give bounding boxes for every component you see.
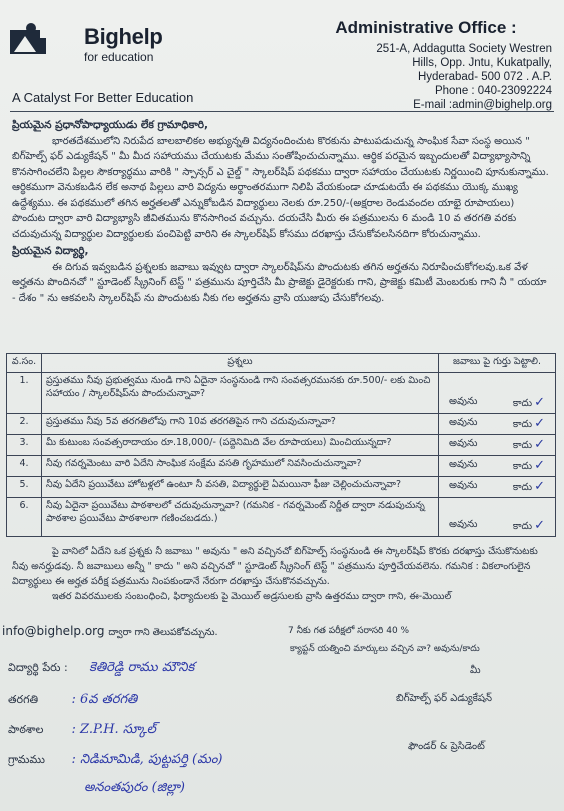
email-address[interactable]: info@bighelp.org xyxy=(2,624,105,638)
signature-salutation: మీ xyxy=(470,665,481,676)
district-value[interactable]: అనంతపురం (జిల్లా) xyxy=(84,780,185,795)
col-number: వ.సం. xyxy=(7,354,42,373)
class-label: తరగతి xyxy=(8,693,39,706)
marks-note: 7 నీకు గత పరీక్షలో సరాసరి 40 % xyxy=(288,626,410,636)
table-row xyxy=(7,373,556,414)
table-header-row xyxy=(7,354,556,373)
answer-yes[interactable]: అవును xyxy=(449,519,478,530)
answer-no[interactable]: కాదు ✓ xyxy=(512,395,545,410)
answer-no[interactable]: కాదు ✓ xyxy=(512,458,545,473)
table-row xyxy=(7,477,556,498)
row-question: నీవు ఏదేని ప్రయివేటు హోటళ్లలో ఉంటూ నీ వసతి, విద్యార్థులై ఏమయినా ఫీజు చెల్లించుచున్నావా? xyxy=(42,477,439,498)
row-question: ప్రస్తుతము నీవు 5వ తరగతిలోపు గాని 10వ తరగతిపైన గాని చదువుచున్నావా? xyxy=(42,414,439,435)
row-answer xyxy=(439,498,556,537)
row-question: నీవు ఏదైనా ప్రయివేటు పాఠశాలలో చదువుచున్నావా? (గమనిక - గవర్నమెంట్ నిర్ణీత ద్వారా నడుపుచున్న పాఠశాల ప్రయివేటు పాఠశాలగా గణించబడదు.) xyxy=(42,498,439,537)
office-phone: Phone : 040-23092224 xyxy=(434,85,552,97)
check-mark-icon: ✓ xyxy=(534,458,545,473)
signature-org: బిగ్‌హెల్ప్ ఫర్ ఎడ్యుకేషన్ xyxy=(396,693,493,704)
answer-no[interactable]: కాదు ✓ xyxy=(512,518,545,533)
eligibility-note: పై వానిలో ఏదేని ఒక ప్రశ్నకు నీ జవాబు " అవును " అని వచ్చినచో బిగ్‌హెల్ప్ సంస్థనుండి ఈ స్కాలర్‌షిప్ కొరకు దరఖాస్తు చేసుకొనుటకు నీవు అనర్హుడవు. నీ జవాబులు అన్నీ " కాదు " అని వచ్చినచో " స్టూడెంట్ స్క్రీనింగ్ టెస్ట్ " పత్రమును పూర్తిచేయవలెను. గమనిక : వికలాంగులైన విద్యార్థులు ఈ అర్హత పరీక్ష పత్రమును నింపకుండానే నేరుగా దరఖాస్తు చేసుకొనవచ్చును. xyxy=(12,546,538,587)
row-number: 3. xyxy=(7,435,42,456)
table-row xyxy=(7,498,556,537)
brand-name: Bighelp xyxy=(84,24,163,49)
school-value[interactable]: : Z.P.H. స్కూల్ xyxy=(71,722,156,737)
answer-no[interactable]: కాదు ✓ xyxy=(512,437,545,452)
col-answer: జవాబు పై గుర్తు పెట్టాలి. xyxy=(439,354,556,373)
answer-yes[interactable]: అవును xyxy=(449,417,478,428)
class-row xyxy=(8,692,137,710)
row-number: 1. xyxy=(7,373,42,414)
office-line: Hyderabad- 500 072 . A.P. xyxy=(417,71,552,83)
school-label: పాఠశాల xyxy=(8,723,44,736)
answer-yes[interactable]: అవును xyxy=(449,438,478,449)
office-line: 251-A, Addagutta Society Westren xyxy=(376,43,552,55)
letter-body xyxy=(12,118,550,306)
signature-title: ఫౌండర్ & ప్రెసిడెంట్ xyxy=(408,741,485,752)
row-number: 6. xyxy=(7,498,42,537)
class-value[interactable]: : 6వ తరగతి xyxy=(71,692,138,707)
contact-email xyxy=(2,624,218,640)
row-number: 4. xyxy=(7,456,42,477)
eligibility-notes xyxy=(12,544,550,604)
row-question: మీ కుటుంబ సంవత్సరాదాయం రూ.18,000/- (పద్దెనిమిది వేల రూపాయలు) మించియున్నదా? xyxy=(42,435,439,456)
bighelp-logo-icon xyxy=(10,22,82,60)
check-mark-icon: ✓ xyxy=(534,416,545,431)
header-divider xyxy=(10,111,554,112)
village-value[interactable]: : నిడిమామిడి, పుట్టపర్తి (మం) xyxy=(71,752,223,767)
check-mark-icon: ✓ xyxy=(534,518,545,533)
contact-note: ఇతర వివరములకు సంబంధించి, ఫిర్యాదులకు పై మెయిల్ అడ్రసులకు వ్రాసి ఉత్తరము ద్వారా గాని, ఈ-మెయిల్ xyxy=(52,591,452,602)
office-title: Administrative Office : xyxy=(335,18,517,37)
row-answer xyxy=(439,456,556,477)
row-number: 5. xyxy=(7,477,42,498)
catalyst-tagline: A Catalyst For Better Education xyxy=(12,90,194,105)
intro-paragraph: భారతదేశములోని నిరుపేద బాలబాలికల అభ్యున్నతి విద్యనందించుట కొరకును పాటుపడుచున్న సాంఘిక సేవా సంస్థ అయిన " బిగ్‌హెల్ప్ ఫర్ ఎడ్యుకేషన్ " మీ మీద సహాయము చేయుటకు మేము సంతోషించుచున్నాము. ఆర్థిక పరమైన ఇబ్బందులతో విద్యాభ్యాసాన్ని కొనసాగించలేని పిల్లల సౌకర్యార్థము వారికి " స్పాన్సర్ ఎ చైల్డ్ " స్కాలర్‌షిప్ పథకము ద్వారా సహాయం చేయుటకు నిర్ణయించి పూనుకున్నాము. ఆర్థికముగా వెనుకబడిన లేక అనాథ పిల్లలు వారి విద్యను అర్థాంతరముగా నిలిపి వేయకుండా చూడుటయే ఈ పథకము యొక్క ముఖ్య ఉద్దేశ్యము. ఈ పథకములో తగిన అర్హతలతో ఎన్నుకోబడిన విద్యార్థులు నెలకు రూ.250/-(అక్షరాల రెండువందల యాభై రూపాయలు) పొందుట ద్వారా వారి విద్యాభ్యాసి జీవితమును కొనసాగించ వచ్చును. దయచేసి మీరు ఈ పత్రములను 6 మండి 10 వ తరగతి వరకు చదువుచున్న విద్యార్థుల విద్యార్థులకు పంచిపెట్టి వారిని ఈ స్కాలర్‌షిప్ కోసము దరఖాస్తు చేసుకోవలసినదిగా కోరుచున్నాము. xyxy=(12,135,549,240)
marks-question: క్యాప్టన్ యత్నించి మార్కులు వచ్చిన వా? అవును/కాదు xyxy=(290,644,480,654)
email-tail: ద్వారా గాని తెలుపకోవచ్చును. xyxy=(108,627,218,638)
instruction-paragraph: ఈ దిగువ ఇవ్వబడిన ప్రశ్నలకు జవాబు ఇవ్వుట ద్వారా స్కాలర్‌షిప్‌ను పొందుటకు తగిన అర్హతను నిరూపించుకోగలవు.ఒక వేళ అర్హతను పొందినచో " స్టూడెంట్ స్క్రీనింగ్ టెస్ట్ " పత్రమును పూర్తిచేసి మీ ప్రాజెక్టు డైరెక్టరుకు గాని, ప్రాజెక్టు కమిటీ మెంబరుకు గాని నీ " యయా - దేశం " ను ఆకవలసి స్కాలర్‌షిప్ ను పొందుటకు నీకు గల అర్హతను వ్రాసి యుజుపు చేసుకోగలవు. xyxy=(12,261,547,304)
school-row xyxy=(8,722,156,740)
answer-yes[interactable]: అవును xyxy=(449,396,478,407)
row-answer xyxy=(439,477,556,498)
answer-no[interactable]: కాదు ✓ xyxy=(512,416,545,431)
check-mark-icon: ✓ xyxy=(534,395,545,410)
check-mark-icon: ✓ xyxy=(534,437,545,452)
row-answer xyxy=(439,435,556,456)
table-row xyxy=(7,414,556,435)
eligibility-table xyxy=(6,353,556,537)
table-row xyxy=(7,435,556,456)
row-question: నీవు గవర్నమెంటు వారి ఏదేని సాంఘిక సంక్షేమ వసతి గృహములో నివసించుచున్నావా? xyxy=(42,456,439,477)
answer-yes[interactable]: అవును xyxy=(449,480,478,491)
brand-subtitle: for education xyxy=(84,50,154,64)
student-name-row xyxy=(8,660,194,678)
check-mark-icon: ✓ xyxy=(534,479,545,494)
office-address xyxy=(300,18,552,112)
office-line: Hills, Opp. Jntu, Kukatpally, xyxy=(412,57,552,69)
greeting-headmaster: ప్రియమైన ప్రధానోపాధ్యాయుడు లేక గ్రామాధికారి, xyxy=(12,119,209,131)
table-row xyxy=(7,456,556,477)
row-answer xyxy=(439,373,556,414)
row-number: 2. xyxy=(7,414,42,435)
answer-yes[interactable]: అవును xyxy=(449,459,478,470)
village-row xyxy=(8,752,223,770)
student-name-label: విద్యార్థి పేరు : xyxy=(8,661,68,674)
student-name-value[interactable]: కెతిరెడ్డి రాము మౌనిక xyxy=(89,660,195,675)
office-email: E-mail :admin@bighelp.org xyxy=(413,99,552,111)
greeting-student: ప్రియమైన విద్యార్థి, xyxy=(12,245,89,257)
answer-no[interactable]: కాదు ✓ xyxy=(512,479,545,494)
col-question: ప్రశ్నలు xyxy=(42,354,439,373)
village-label: గ్రామము xyxy=(8,753,45,766)
row-answer xyxy=(439,414,556,435)
row-question: ప్రస్తుతము నీవు ప్రభుత్వము నుండి గాని ఏదైనా సంస్థనుండి గాని సంవత్సరమునకు రూ.500/- లకు మించి సహాయం / స్కాలర్‌షిప్‌ను పొందుచున్నావా? xyxy=(42,373,439,414)
